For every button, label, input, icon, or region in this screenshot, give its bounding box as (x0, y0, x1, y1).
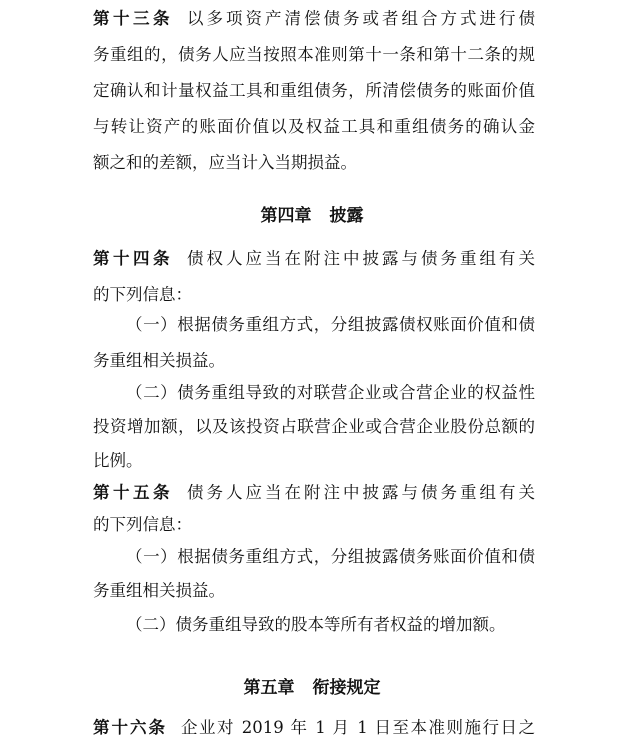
article-14-item-1-line-1: （一）根据债务重组方式，分组披露债权账面价值和债 (126, 315, 535, 334)
article-13-line-1: 第十三条 以多项资产清偿债务或者组合方式进行债 (93, 9, 535, 28)
chapter-5-number: 第五章 (243, 678, 295, 698)
article-15-item-1-line-2: 务重组相关损益。 (93, 581, 225, 600)
article-14-item-2-line-1: （二）债务重组导致的对联营企业或合营企业的权益性 (126, 383, 535, 402)
article-14-label: 第十四条 (93, 249, 173, 268)
article-14-line-2: 的下列信息： (93, 285, 192, 304)
article-15-item-2-line-1: （二）债务重组导致的股本等所有者权益的增加额。 (126, 615, 506, 634)
article-13-line-5: 额之和的差额，应当计入当期损益。 (93, 153, 357, 172)
chapter-4-heading (0, 204, 624, 228)
chapter-5-heading (0, 676, 624, 700)
article-14-item-2-line-2: 投资增加额，以及该投资占联营企业或合营企业股份总额的 (93, 417, 535, 436)
article-15-line-1: 第十五条 债务人应当在附注中披露与债务重组有关 (93, 483, 535, 502)
article-15-line-2: 的下列信息： (93, 515, 192, 534)
article-13-label: 第十三条 (93, 9, 173, 28)
article-13-line-4: 与转让资产的账面价值以及权益工具和重组债务的确认金 (93, 117, 535, 136)
article-15-label: 第十五条 (93, 483, 173, 502)
article-13-line-3: 定确认和计量权益工具和重组债务，所清偿债务的账面价值 (93, 81, 535, 100)
article-13-line-2: 务重组的，债务人应当按照本准则第十一条和第十二条的规 (93, 45, 535, 64)
article-14-item-1-line-2: 务重组相关损益。 (93, 351, 225, 370)
article-14-line-1: 第十四条 债权人应当在附注中披露与债务重组有关 (93, 249, 535, 268)
article-14-item-2-line-3: 比例。 (93, 451, 143, 470)
article-16-line-1: 第十六条 企业对 2019 年 1 月 1 日至本准则施行日之 (93, 718, 535, 737)
chapter-5-title: 衔接规定 (312, 678, 381, 698)
article-16-label: 第十六条 (93, 718, 168, 737)
article-15-item-1-line-1: （一）根据债务重组方式，分组披露债务账面价值和债 (126, 547, 535, 566)
chapter-4-title: 披露 (329, 206, 364, 226)
chapter-4-number: 第四章 (260, 206, 312, 226)
